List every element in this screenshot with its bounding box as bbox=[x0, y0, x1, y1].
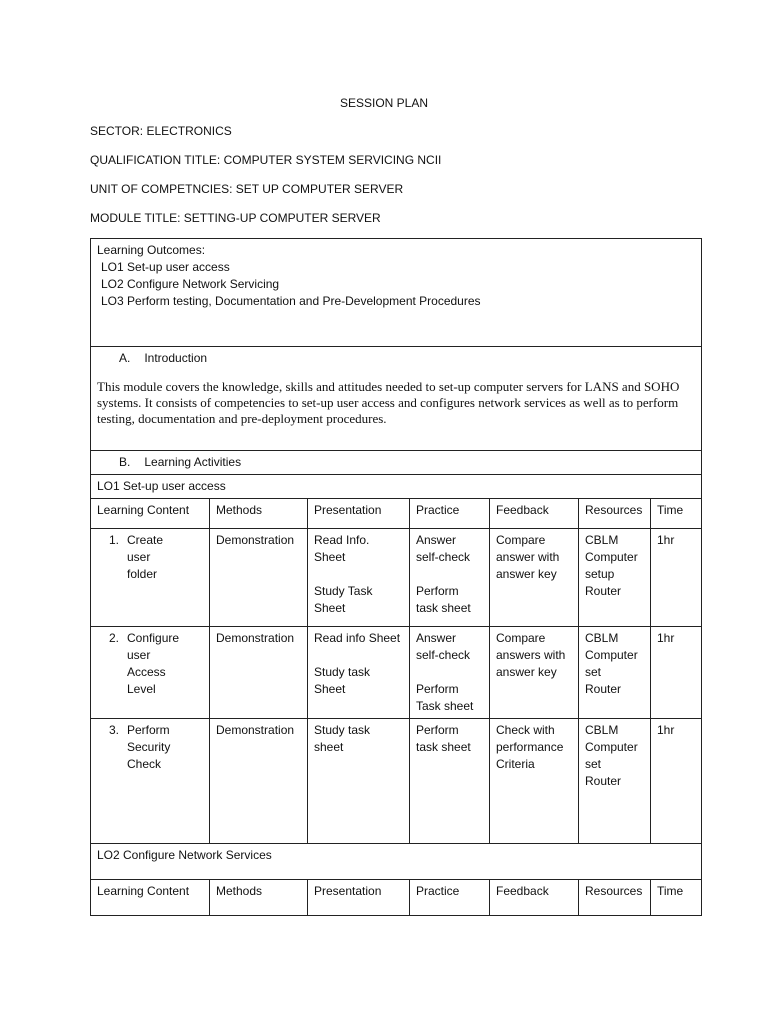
cell-line: Read Info. bbox=[314, 533, 370, 547]
cell-line: performance bbox=[496, 740, 564, 754]
sector-line: SECTOR: ELECTRONICS bbox=[90, 124, 232, 138]
cell-line: task sheet bbox=[416, 601, 471, 615]
learning-outcomes-row bbox=[91, 239, 702, 347]
qualification-line: QUALIFICATION TITLE: COMPUTER SYSTEM SERVICING NCII bbox=[90, 153, 442, 167]
col-header: Resources bbox=[579, 880, 651, 916]
col-header: Presentation bbox=[308, 880, 410, 916]
col-header: Practice bbox=[410, 880, 490, 916]
resources-cell bbox=[579, 627, 651, 719]
unit-line: UNIT OF COMPETNCIES: SET UP COMPUTER SERVER bbox=[90, 182, 404, 196]
col-header: Time bbox=[651, 499, 702, 529]
content-line: folder bbox=[127, 567, 158, 581]
table-row bbox=[91, 719, 702, 844]
session-plan-table bbox=[90, 238, 702, 916]
cell-line: Router bbox=[585, 584, 622, 598]
item-number: 3. bbox=[108, 723, 119, 737]
cell-line bbox=[416, 566, 483, 583]
learning-activities-row bbox=[91, 451, 702, 475]
learning-content-cell bbox=[91, 529, 210, 627]
practice-cell bbox=[410, 719, 490, 844]
cell-line: answers with bbox=[496, 648, 566, 662]
cell-line: answer key bbox=[496, 567, 557, 581]
col-header: Feedback bbox=[490, 499, 579, 529]
cell-line bbox=[314, 566, 403, 583]
learning-outcomes-heading: Learning Outcomes: bbox=[97, 243, 206, 257]
content-line: Configure bbox=[127, 631, 180, 645]
col-header: Resources bbox=[579, 499, 651, 529]
feedback-cell bbox=[490, 627, 579, 719]
cell-line: Router bbox=[585, 774, 622, 788]
cell-line: Criteria bbox=[496, 757, 535, 771]
cell-line: Answer bbox=[416, 631, 457, 645]
time-cell bbox=[651, 529, 702, 627]
document-title: SESSION PLAN bbox=[339, 96, 429, 110]
col-header: Learning Content bbox=[91, 880, 210, 916]
practice-cell bbox=[410, 627, 490, 719]
activities-label: B. bbox=[119, 455, 131, 469]
outcome-lo1: LO1 Set-up user access bbox=[101, 260, 230, 274]
presentation-cell bbox=[308, 719, 410, 844]
resources-cell bbox=[579, 529, 651, 627]
time-cell bbox=[651, 719, 702, 844]
cell-line: Demonstration bbox=[216, 631, 295, 645]
cell-line: Sheet bbox=[314, 550, 346, 564]
cell-line: CBLM bbox=[585, 533, 619, 547]
cell-line: Task sheet bbox=[416, 699, 474, 713]
cell-line: Perform bbox=[416, 723, 459, 737]
content-line: Level bbox=[127, 682, 156, 696]
cell-line: Computer bbox=[585, 740, 638, 754]
cell-line: 1hr bbox=[657, 631, 675, 645]
cell-line: Router bbox=[585, 682, 622, 696]
content-line: user bbox=[127, 550, 151, 564]
cell-line: Check with bbox=[496, 723, 555, 737]
col-header: Feedback bbox=[490, 880, 579, 916]
cell-line: sheet bbox=[314, 740, 344, 754]
module-line: MODULE TITLE: SETTING-UP COMPUTER SERVER bbox=[90, 211, 381, 225]
cell-line: Perform bbox=[416, 682, 459, 696]
cell-line: 1hr bbox=[657, 533, 675, 547]
col-header: Learning Content bbox=[91, 499, 210, 529]
item-number: 2. bbox=[108, 631, 119, 645]
cell-line: setup bbox=[585, 567, 615, 581]
lo1-title-row bbox=[91, 475, 702, 499]
time-cell bbox=[651, 627, 702, 719]
lo2-header-row bbox=[91, 880, 702, 916]
content-line: Perform bbox=[127, 723, 170, 737]
cell-line: Compare bbox=[496, 631, 546, 645]
cell-line: Perform bbox=[416, 584, 459, 598]
cell-line: Sheet bbox=[314, 601, 346, 615]
introduction-label: A. bbox=[119, 351, 131, 365]
content-line: Access bbox=[127, 665, 166, 679]
cell-line bbox=[416, 664, 483, 681]
feedback-cell bbox=[490, 529, 579, 627]
col-header: Methods bbox=[210, 499, 308, 529]
methods-cell bbox=[210, 627, 308, 719]
learning-content-cell bbox=[91, 719, 210, 844]
learning-content-cell bbox=[91, 627, 210, 719]
lo1-title: LO1 Set-up user access bbox=[97, 479, 226, 493]
lo2-title-row bbox=[91, 844, 702, 880]
col-header: Presentation bbox=[308, 499, 410, 529]
cell-line: answer with bbox=[496, 550, 560, 564]
cell-line: Study Task bbox=[314, 584, 373, 598]
presentation-cell bbox=[308, 627, 410, 719]
item-number: 1. bbox=[108, 533, 119, 547]
cell-line: Answer bbox=[416, 533, 457, 547]
cell-line: Read info Sheet bbox=[314, 631, 401, 645]
cell-line: self-check bbox=[416, 550, 471, 564]
cell-line: Demonstration bbox=[216, 533, 295, 547]
outcome-lo2: LO2 Configure Network Servicing bbox=[101, 277, 280, 291]
cell-line: set bbox=[585, 757, 602, 771]
cell-line: set bbox=[585, 665, 602, 679]
cell-line: answer key bbox=[496, 665, 557, 679]
outcome-lo3: LO3 Perform testing, Documentation and Pre-Development Procedures bbox=[101, 294, 481, 308]
col-header: Methods bbox=[210, 880, 308, 916]
lo1-header-row bbox=[91, 499, 702, 529]
col-header: Time bbox=[651, 880, 702, 916]
cell-line: Sheet bbox=[314, 682, 346, 696]
cell-line: Compare bbox=[496, 533, 546, 547]
cell-line: CBLM bbox=[585, 631, 619, 645]
cell-line: Demonstration bbox=[216, 723, 295, 737]
methods-cell bbox=[210, 719, 308, 844]
presentation-cell bbox=[308, 529, 410, 627]
cell-line: Computer bbox=[585, 648, 638, 662]
content-line: user bbox=[127, 648, 151, 662]
resources-cell bbox=[579, 719, 651, 844]
cell-line: 1hr bbox=[657, 723, 675, 737]
lo2-title: LO2 Configure Network Services bbox=[97, 848, 272, 862]
activities-heading: Learning Activities bbox=[144, 455, 242, 469]
methods-cell bbox=[210, 529, 308, 627]
cell-line: CBLM bbox=[585, 723, 619, 737]
feedback-cell bbox=[490, 719, 579, 844]
introduction-row bbox=[91, 347, 702, 451]
content-line: Security bbox=[127, 740, 171, 754]
content-line: Create bbox=[127, 533, 164, 547]
introduction-text: This module covers the knowledge, skills and attitudes needed to set-up computer servers for LANS and SOHO systems. It consists of competencies to set-up user access and configures network services as well as to perform testing, documentation and pre-deployment procedures. bbox=[97, 379, 680, 426]
cell-line: task sheet bbox=[416, 740, 471, 754]
cell-line: Study task bbox=[314, 665, 371, 679]
cell-line: self-check bbox=[416, 648, 471, 662]
table-row bbox=[91, 529, 702, 627]
cell-line: Computer bbox=[585, 550, 638, 564]
introduction-heading: Introduction bbox=[144, 351, 208, 365]
cell-line: Study task bbox=[314, 723, 371, 737]
table-row bbox=[91, 627, 702, 719]
content-line: Check bbox=[127, 757, 162, 771]
practice-cell bbox=[410, 529, 490, 627]
cell-line bbox=[314, 647, 403, 664]
col-header: Practice bbox=[410, 499, 490, 529]
